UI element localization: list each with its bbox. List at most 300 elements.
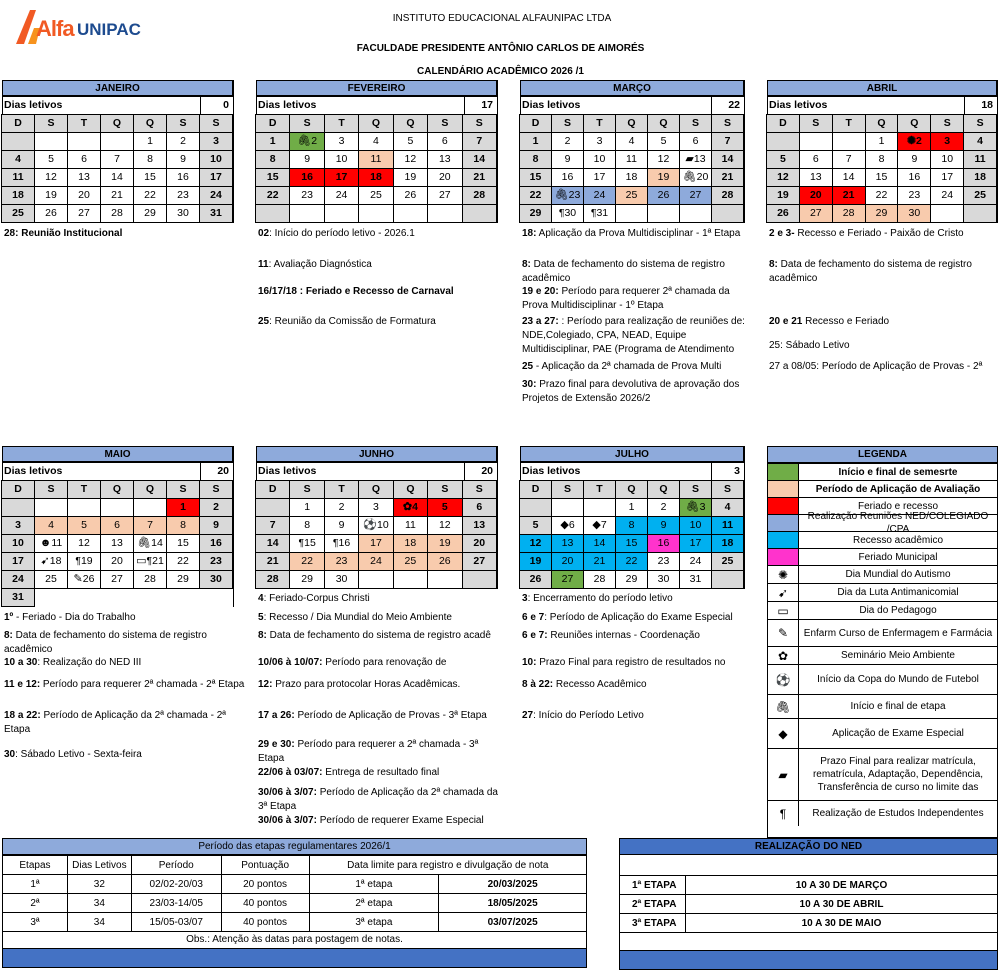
- day-cell[interactable]: 22: [133, 186, 167, 205]
- day-cell[interactable]: 20: [799, 186, 833, 205]
- dias-letivos-row: [256, 97, 497, 115]
- day-cell[interactable]: 14: [100, 168, 134, 187]
- day-cell[interactable]: [615, 204, 648, 223]
- day-cell[interactable]: [34, 498, 68, 517]
- day-cell[interactable]: 1: [133, 132, 167, 151]
- day-cell[interactable]: 9: [551, 150, 584, 169]
- day-cell[interactable]: 8: [133, 150, 167, 169]
- week-row: [2, 133, 233, 151]
- day-cell[interactable]: 22: [289, 552, 324, 571]
- month-title: FEVEREIRO: [256, 80, 497, 97]
- day-cell[interactable]: 25: [34, 570, 68, 589]
- day-cell[interactable]: 5: [393, 132, 428, 151]
- event-jun: 5: Recesso / Dia Mundial do Meio Ambiente: [258, 612, 452, 623]
- day-cell[interactable]: 26: [34, 204, 68, 223]
- day-cell[interactable]: 27: [427, 186, 462, 205]
- day-cell[interactable]: 15: [519, 168, 552, 187]
- day-cell[interactable]: 9: [166, 150, 200, 169]
- day-cell[interactable]: 28: [832, 204, 866, 223]
- day-cell[interactable]: 21: [255, 552, 290, 571]
- event-abr: 20 e 21 Recesso e Feriado: [769, 316, 890, 327]
- day-cell[interactable]: [100, 498, 134, 517]
- day-cell[interactable]: 2: [551, 132, 584, 151]
- day-cell[interactable]: 21: [100, 186, 134, 205]
- day-cell[interactable]: 6: [100, 516, 134, 535]
- day-cell[interactable]: [963, 204, 997, 223]
- day-cell[interactable]: 29: [166, 570, 200, 589]
- day-cell[interactable]: ▰13: [679, 150, 712, 169]
- day-cell[interactable]: [462, 204, 497, 223]
- day-cell[interactable]: [358, 204, 393, 223]
- day-cell[interactable]: 3: [199, 132, 233, 151]
- day-cell[interactable]: [679, 204, 712, 223]
- month-title: MARÇO: [520, 80, 744, 97]
- day-cell[interactable]: 28: [255, 570, 290, 589]
- day-cell[interactable]: 1: [289, 498, 324, 517]
- day-cell[interactable]: 18: [393, 534, 428, 553]
- day-cell[interactable]: 24: [199, 186, 233, 205]
- ned-cell: 3ª ETAPA: [620, 914, 686, 933]
- day-cell[interactable]: ▭¶21: [133, 552, 167, 571]
- day-cell[interactable]: 29: [865, 204, 899, 223]
- day-cell[interactable]: 15: [166, 534, 200, 553]
- day-cell[interactable]: 21: [832, 186, 866, 205]
- legend-swatch: [768, 532, 799, 548]
- etapas-title: Período das etapas regulamentares 2026/1: [2, 838, 587, 855]
- day-cell[interactable]: 14: [462, 150, 497, 169]
- day-cell[interactable]: 15: [615, 534, 648, 553]
- day-cell[interactable]: [832, 132, 866, 151]
- day-cell[interactable]: 28: [711, 186, 744, 205]
- day-cell[interactable]: 3: [583, 132, 616, 151]
- day-cell[interactable]: [1, 498, 35, 517]
- day-cell[interactable]: ✺2: [897, 132, 931, 151]
- day-cell[interactable]: 27: [462, 552, 497, 571]
- day-cell[interactable]: 27: [551, 570, 584, 589]
- day-cell[interactable]: 10: [324, 150, 359, 169]
- day-cell[interactable]: 16: [166, 168, 200, 187]
- day-cell[interactable]: [133, 498, 167, 517]
- day-cell[interactable]: 14: [832, 168, 866, 187]
- week-row: [256, 535, 497, 553]
- day-cell[interactable]: 3: [1, 516, 35, 535]
- day-cell[interactable]: 11: [615, 150, 648, 169]
- month-title: ABRIL: [767, 80, 997, 97]
- day-cell[interactable]: [289, 204, 324, 223]
- legend-label: Feriado e recesso: [857, 500, 939, 512]
- day-cell[interactable]: [766, 132, 800, 151]
- day-cell[interactable]: 21: [711, 168, 744, 187]
- day-cell[interactable]: 🖇2: [289, 132, 324, 151]
- day-cell[interactable]: 28: [100, 204, 134, 223]
- week-row: [2, 499, 233, 517]
- day-cell[interactable]: 8: [615, 516, 648, 535]
- day-cell[interactable]: 12: [393, 150, 428, 169]
- day-cell[interactable]: 22: [865, 186, 899, 205]
- day-cell[interactable]: 1: [865, 132, 899, 151]
- ned-row: [620, 895, 998, 914]
- day-cell[interactable]: 18: [1, 186, 35, 205]
- day-cell[interactable]: 10: [1, 534, 35, 553]
- day-cell[interactable]: 2: [199, 498, 233, 517]
- day-cell[interactable]: 4: [1, 150, 35, 169]
- day-cell[interactable]: 1: [255, 132, 290, 151]
- day-cell[interactable]: 14: [255, 534, 290, 553]
- day-cell[interactable]: 21: [583, 552, 616, 571]
- day-cell[interactable]: ⚽10: [358, 516, 393, 535]
- day-cell[interactable]: 🖇20: [679, 168, 712, 187]
- day-cell[interactable]: 31: [199, 204, 233, 223]
- week-row: [256, 205, 497, 223]
- week-row: [256, 553, 497, 571]
- day-cell[interactable]: 27: [67, 204, 101, 223]
- day-cell[interactable]: 11: [358, 150, 393, 169]
- day-cell[interactable]: 28: [133, 570, 167, 589]
- day-cell[interactable]: 13: [551, 534, 584, 553]
- event-jun: 29 e 30: Período para requerer a 2ª chamada - 3ª Etapa: [258, 739, 479, 764]
- day-cell[interactable]: 18: [615, 168, 648, 187]
- day-cell[interactable]: 10: [583, 150, 616, 169]
- day-cell[interactable]: 13: [427, 150, 462, 169]
- day-cell[interactable]: 30: [647, 570, 680, 589]
- day-cell[interactable]: 6: [799, 150, 833, 169]
- day-cell[interactable]: ¶31: [583, 204, 616, 223]
- day-cell[interactable]: 4: [615, 132, 648, 151]
- day-cell[interactable]: [427, 204, 462, 223]
- day-cell[interactable]: ¶15: [289, 534, 324, 553]
- folder-icon: ▰: [778, 767, 788, 782]
- day-cell[interactable]: 15: [865, 168, 899, 187]
- day-cell[interactable]: 5: [67, 516, 101, 535]
- day-cell[interactable]: 12: [427, 516, 462, 535]
- day-cell[interactable]: 18: [963, 168, 997, 187]
- day-cell[interactable]: 4: [963, 132, 997, 151]
- day-cell[interactable]: 9: [647, 516, 680, 535]
- day-cell[interactable]: 14: [711, 150, 744, 169]
- dias-letivos-value: 18: [964, 97, 997, 114]
- day-cell[interactable]: 🖇23: [551, 186, 584, 205]
- day-cell[interactable]: 26: [519, 570, 552, 589]
- day-cell[interactable]: 1: [166, 498, 200, 517]
- day-cell[interactable]: 11: [963, 150, 997, 169]
- day-cell[interactable]: 26: [647, 186, 680, 205]
- day-cell[interactable]: 16: [551, 168, 584, 187]
- week-row: [520, 553, 744, 571]
- event-jun: 30/06 à 3/07: Período de Aplicação da 2ª chamada da 3ª Etapa: [258, 787, 498, 812]
- day-cell[interactable]: 19: [393, 168, 428, 187]
- day-cell[interactable]: 20: [427, 168, 462, 187]
- day-cell[interactable]: 7: [133, 516, 167, 535]
- day-cell[interactable]: 13: [462, 516, 497, 535]
- weekday-header: Q: [647, 114, 680, 133]
- day-cell[interactable]: ¶30: [551, 204, 584, 223]
- day-cell[interactable]: [324, 204, 359, 223]
- day-cell[interactable]: [393, 204, 428, 223]
- day-cell[interactable]: 7: [462, 132, 497, 151]
- week-row: [767, 133, 997, 151]
- day-cell[interactable]: 17: [583, 168, 616, 187]
- day-cell[interactable]: 19: [647, 168, 680, 187]
- day-cell[interactable]: 17: [679, 534, 712, 553]
- day-cell[interactable]: ◆6: [551, 516, 584, 535]
- day-cell[interactable]: 13: [100, 534, 134, 553]
- day-cell[interactable]: 15: [255, 168, 290, 187]
- day-cell[interactable]: 6: [67, 150, 101, 169]
- day-cell[interactable]: 24: [583, 186, 616, 205]
- day-cell[interactable]: [255, 498, 290, 517]
- day-cell[interactable]: 11: [711, 516, 744, 535]
- day-cell[interactable]: 3: [930, 132, 964, 151]
- day-cell[interactable]: 19: [519, 552, 552, 571]
- day-cell[interactable]: 23: [199, 552, 233, 571]
- day-cell[interactable]: [34, 132, 68, 151]
- day-cell[interactable]: 14: [583, 534, 616, 553]
- ned-cell: 2ª ETAPA: [620, 895, 686, 914]
- event-mar: 25 - Aplicação da 2ª chamada de Prova Multi: [522, 361, 722, 372]
- day-cell[interactable]: 30: [324, 570, 359, 589]
- legend-swatch: [768, 665, 799, 694]
- day-cell[interactable]: 15: [133, 168, 167, 187]
- day-cell[interactable]: 5: [519, 516, 552, 535]
- day-cell[interactable]: [427, 570, 462, 589]
- day-cell[interactable]: 12: [34, 168, 68, 187]
- day-cell[interactable]: 22: [519, 186, 552, 205]
- day-cell[interactable]: 3: [324, 132, 359, 151]
- day-cell[interactable]: 10: [199, 150, 233, 169]
- day-cell[interactable]: 13: [67, 168, 101, 187]
- day-cell[interactable]: 8: [865, 150, 899, 169]
- day-cell[interactable]: [583, 498, 616, 517]
- day-cell[interactable]: 6: [427, 132, 462, 151]
- day-cell[interactable]: [358, 570, 393, 589]
- weekday-header: S: [427, 114, 462, 133]
- day-cell[interactable]: 12: [647, 150, 680, 169]
- day-cell[interactable]: 26: [427, 552, 462, 571]
- day-cell[interactable]: [551, 498, 584, 517]
- day-cell[interactable]: 🖇3: [679, 498, 712, 517]
- day-cell[interactable]: 1: [519, 132, 552, 151]
- etapas-footer-bar: [2, 949, 587, 968]
- day-cell[interactable]: 8: [166, 516, 200, 535]
- day-cell[interactable]: 30: [897, 204, 931, 223]
- day-cell[interactable]: 24: [679, 552, 712, 571]
- day-cell[interactable]: 26: [766, 204, 800, 223]
- day-cell[interactable]: 2: [324, 498, 359, 517]
- legend-swatch: [768, 515, 799, 531]
- day-cell[interactable]: 24: [324, 186, 359, 205]
- day-cell[interactable]: 26: [393, 186, 428, 205]
- day-cell[interactable]: 9: [324, 516, 359, 535]
- day-cell[interactable]: 27: [679, 186, 712, 205]
- day-cell[interactable]: 1: [615, 498, 648, 517]
- day-cell[interactable]: 31: [679, 570, 712, 589]
- day-cell[interactable]: 25: [615, 186, 648, 205]
- day-cell[interactable]: 10: [679, 516, 712, 535]
- day-cell[interactable]: 28: [583, 570, 616, 589]
- day-cell[interactable]: 3: [358, 498, 393, 517]
- etapas-cell: 3ª: [3, 913, 68, 932]
- day-cell[interactable]: 6: [462, 498, 497, 517]
- legend-swatch: [768, 566, 799, 583]
- day-cell[interactable]: 29: [519, 204, 552, 223]
- day-cell[interactable]: 23: [324, 552, 359, 571]
- day-cell[interactable]: 17: [324, 168, 359, 187]
- day-cell[interactable]: [711, 204, 744, 223]
- day-cell[interactable]: [647, 204, 680, 223]
- day-cell[interactable]: 13: [799, 168, 833, 187]
- day-cell[interactable]: [799, 132, 833, 151]
- day-cell[interactable]: 22: [166, 552, 200, 571]
- day-cell[interactable]: 8: [519, 150, 552, 169]
- day-cell[interactable]: 4: [34, 516, 68, 535]
- day-cell[interactable]: 5: [427, 498, 462, 517]
- day-cell[interactable]: 20: [67, 186, 101, 205]
- weekday-header: S: [166, 480, 200, 499]
- event-abr: 8: Data de fechamento do sistema de registro acadêmico: [769, 259, 972, 284]
- day-cell[interactable]: ✿4: [393, 498, 428, 517]
- day-cell[interactable]: 29: [133, 204, 167, 223]
- day-cell[interactable]: 28: [462, 186, 497, 205]
- day-cell[interactable]: 24: [930, 186, 964, 205]
- day-cell[interactable]: 7: [100, 150, 134, 169]
- dias-letivos-row: [520, 463, 744, 481]
- day-cell[interactable]: 22: [615, 552, 648, 571]
- day-cell[interactable]: 23: [897, 186, 931, 205]
- day-cell[interactable]: 9: [199, 516, 233, 535]
- day-cell[interactable]: ➹18: [34, 552, 68, 571]
- etapas-cell: 1ª: [3, 875, 68, 894]
- day-cell[interactable]: 7: [711, 132, 744, 151]
- day-cell[interactable]: 27: [799, 204, 833, 223]
- day-cell[interactable]: 2: [166, 132, 200, 151]
- day-cell[interactable]: 6: [679, 132, 712, 151]
- day-cell[interactable]: [67, 498, 101, 517]
- day-cell[interactable]: ◆7: [583, 516, 616, 535]
- day-cell[interactable]: 12: [519, 534, 552, 553]
- day-cell[interactable]: 19: [34, 186, 68, 205]
- day-cell[interactable]: 16: [647, 534, 680, 553]
- faculty-title: FACULDADE PRESIDENTE ANTÔNIO CARLOS DE AIMORÉS: [356, 43, 645, 54]
- day-cell[interactable]: ✎26: [67, 570, 101, 589]
- day-cell[interactable]: 2: [647, 498, 680, 517]
- day-cell[interactable]: [1, 132, 35, 151]
- logo-alfa: Alfa: [36, 16, 74, 41]
- day-cell[interactable]: 19: [766, 186, 800, 205]
- month-julho: [520, 446, 745, 589]
- dias-letivos-row: [256, 463, 497, 481]
- day-cell[interactable]: 30: [199, 570, 233, 589]
- legend-label: Prazo Final para realizar matrícula, rematrícula, Adaptação, Dependência, Transferência de curso no limite das: [812, 756, 984, 793]
- legend: [767, 446, 998, 838]
- day-cell[interactable]: 17: [358, 534, 393, 553]
- week-row: [256, 169, 497, 187]
- day-cell[interactable]: [462, 570, 497, 589]
- day-cell[interactable]: [711, 570, 744, 589]
- day-cell[interactable]: 5: [766, 150, 800, 169]
- etapas-cell: 20/03/2025: [439, 875, 587, 894]
- day-cell[interactable]: 7: [255, 516, 290, 535]
- day-cell[interactable]: [100, 132, 134, 151]
- day-cell[interactable]: 25: [358, 186, 393, 205]
- day-cell[interactable]: 5: [647, 132, 680, 151]
- legend-label: Recesso acadêmico: [852, 534, 944, 546]
- day-cell[interactable]: 24: [1, 570, 35, 589]
- day-cell[interactable]: 18: [358, 168, 393, 187]
- etapas-cell: 20 pontos: [221, 875, 309, 894]
- weekday-row: [767, 115, 997, 133]
- day-cell[interactable]: 4: [358, 132, 393, 151]
- day-cell[interactable]: 12: [67, 534, 101, 553]
- day-cell[interactable]: [255, 204, 290, 223]
- day-cell[interactable]: 8: [255, 150, 290, 169]
- day-cell[interactable]: 30: [166, 204, 200, 223]
- day-cell[interactable]: 20: [551, 552, 584, 571]
- day-cell[interactable]: 27: [100, 570, 134, 589]
- day-cell[interactable]: 29: [615, 570, 648, 589]
- day-cell[interactable]: ¶16: [324, 534, 359, 553]
- day-cell[interactable]: 20: [462, 534, 497, 553]
- day-cell[interactable]: 17: [1, 552, 35, 571]
- day-cell[interactable]: 9: [897, 150, 931, 169]
- day-cell[interactable]: 10: [930, 150, 964, 169]
- day-cell[interactable]: 17: [930, 168, 964, 187]
- day-cell[interactable]: 25: [1, 204, 35, 223]
- day-cell[interactable]: ¶19: [67, 552, 101, 571]
- day-cell[interactable]: 23: [647, 552, 680, 571]
- day-cell[interactable]: [930, 204, 964, 223]
- day-cell[interactable]: 25: [963, 186, 997, 205]
- day-cell[interactable]: 21: [462, 168, 497, 187]
- day-cell[interactable]: [519, 498, 552, 517]
- day-cell[interactable]: 16: [199, 534, 233, 553]
- day-cell[interactable]: 11: [393, 516, 428, 535]
- weekday-header: S: [427, 480, 462, 499]
- day-cell[interactable]: 23: [166, 186, 200, 205]
- week-row: [520, 187, 744, 205]
- day-cell[interactable]: 23: [289, 186, 324, 205]
- day-cell[interactable]: 16: [289, 168, 324, 187]
- clip-icon: 🖇: [682, 171, 697, 183]
- day-cell[interactable]: 8: [289, 516, 324, 535]
- day-cell[interactable]: 17: [199, 168, 233, 187]
- day-cell[interactable]: 20: [100, 552, 134, 571]
- day-cell[interactable]: 25: [393, 552, 428, 571]
- day-cell[interactable]: 24: [358, 552, 393, 571]
- week-row: [767, 205, 997, 223]
- day-cell[interactable]: 4: [711, 498, 744, 517]
- day-cell[interactable]: 7: [832, 150, 866, 169]
- day-cell[interactable]: ☻11: [34, 534, 68, 553]
- day-cell[interactable]: [67, 132, 101, 151]
- day-cell[interactable]: [393, 570, 428, 589]
- day-cell[interactable]: 🖇14: [133, 534, 167, 553]
- day-cell[interactable]: 18: [711, 534, 744, 553]
- day-cell[interactable]: 19: [427, 534, 462, 553]
- legend-item: [768, 463, 997, 480]
- day-cell[interactable]: 22: [255, 186, 290, 205]
- day-cell[interactable]: 5: [34, 150, 68, 169]
- legend-swatch: [768, 584, 799, 601]
- day-cell[interactable]: 11: [1, 168, 35, 187]
- week-row: [2, 571, 233, 589]
- day-cell[interactable]: 16: [897, 168, 931, 187]
- day-cell[interactable]: 12: [766, 168, 800, 187]
- day-cell[interactable]: 31: [1, 588, 35, 607]
- day-cell[interactable]: 9: [289, 150, 324, 169]
- day-cell[interactable]: 29: [289, 570, 324, 589]
- weekday-header: D: [766, 114, 800, 133]
- day-cell[interactable]: 25: [711, 552, 744, 571]
